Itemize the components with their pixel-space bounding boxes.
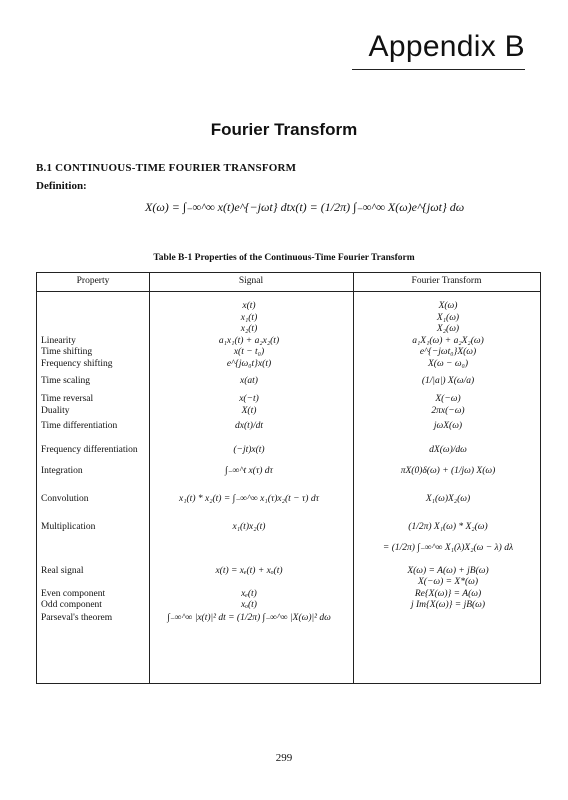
- appendix-title: Appendix B: [368, 30, 525, 63]
- row-transform: X(ω − ω₀): [427, 359, 468, 369]
- properties-table: [36, 272, 541, 684]
- row-transform: X(ω) = A(ω) + jB(ω): [407, 566, 489, 576]
- row-transform: jωX(ω): [433, 421, 463, 431]
- row-property: Odd component: [41, 600, 102, 610]
- header-property: Property: [76, 276, 110, 286]
- row-property: Time scaling: [41, 376, 90, 386]
- row-property: Real signal: [41, 566, 84, 576]
- row-property: Integration: [41, 466, 83, 476]
- row-transform: dX(ω)/dω: [429, 445, 467, 455]
- row-signal: x(−t): [239, 394, 259, 404]
- row-signal: x₁(t) * x₂(t) = ∫₋∞^∞ x₁(τ)x₂(t − τ) dτ: [179, 494, 319, 504]
- row-signal: x₂(t): [240, 324, 258, 334]
- row-signal: x(at): [240, 376, 258, 386]
- row-transform: a₁X₁(ω) + a₂X₂(ω): [412, 336, 484, 346]
- row-transform: πX(0)δ(ω) + (1/jω) X(ω): [400, 466, 496, 476]
- row-signal: e^{jω₀t}x(t): [226, 359, 272, 369]
- row-signal: x₁(t)x₂(t): [232, 522, 266, 532]
- row-transform: 2πx(−ω): [431, 406, 465, 416]
- row-signal: x(t − t₀): [233, 347, 265, 357]
- section-heading: B.1 CONTINUOUS-TIME FOURIER TRANSFORM: [36, 162, 297, 174]
- row-signal: xₒ(t): [241, 600, 257, 610]
- row-signal: x(t) = xₑ(t) + xₒ(t): [215, 566, 283, 576]
- header-transform: Fourier Transform: [411, 276, 482, 286]
- row-signal: (−jt)x(t): [233, 445, 265, 455]
- formula-forward: X(ω) = ∫₋∞^∞ x(t)e^{−jωt} dt: [145, 200, 290, 214]
- row-transform: X₁(ω): [436, 313, 460, 323]
- row-property: Time differentiation: [41, 421, 118, 431]
- row-signal: ∫₋∞^t x(τ) dτ: [225, 466, 273, 476]
- row-transform: = (1/2π) ∫₋∞^∞ X₁(λ)X₂(ω − λ) dλ: [382, 543, 514, 553]
- row-property: Multiplication: [41, 522, 96, 532]
- definition-label: Definition:: [36, 180, 87, 192]
- row-signal: x₁(t): [240, 313, 258, 323]
- row-transform: (1/|a|) X(ω/a): [421, 376, 475, 386]
- row-transform: X(−ω): [435, 394, 461, 404]
- page-number: 299: [275, 752, 293, 764]
- row-signal: xₑ(t): [241, 589, 257, 599]
- header-signal: Signal: [238, 276, 264, 286]
- row-signal: a₁x₁(t) + a₂x₂(t): [218, 336, 280, 346]
- appendix-rule: [352, 69, 525, 70]
- row-signal: dx(t)/dt: [235, 421, 263, 431]
- row-property: Frequency differentiation: [41, 445, 138, 455]
- table-header: [37, 273, 540, 292]
- row-property: Time reversal: [41, 394, 94, 404]
- row-property: Linearity: [41, 336, 76, 346]
- row-transform: j Im{X(ω)} = jB(ω): [410, 600, 486, 610]
- column-divider-2: [353, 273, 354, 683]
- row-property: Time shifting: [41, 347, 93, 357]
- row-signal: X(t): [241, 406, 257, 416]
- row-property: Even component: [41, 589, 106, 599]
- row-signal: x(t): [242, 301, 256, 311]
- row-property: Convolution: [41, 494, 89, 504]
- row-transform: X(−ω) = X*(ω): [418, 577, 478, 587]
- table-caption: Table B-1 Properties of the Continuous-Time Fourier Transform: [153, 253, 415, 263]
- row-property: Duality: [41, 406, 70, 416]
- row-transform: X₁(ω)X₂(ω): [425, 494, 471, 504]
- row-transform: X(ω): [438, 301, 458, 311]
- chapter-title: Fourier Transform: [210, 120, 358, 139]
- row-signal: ∫₋∞^∞ |x(t)|² dt = (1/2π) ∫₋∞^∞ |X(ω)|² dω: [167, 613, 331, 623]
- row-transform: Re{X(ω)} = A(ω): [414, 589, 482, 599]
- row-transform: e^{−jωt₀}X(ω): [419, 347, 477, 357]
- row-transform: (1/2π) X₁(ω) * X₂(ω): [408, 522, 488, 532]
- row-property: Parseval's theorem: [41, 613, 113, 623]
- row-property: Frequency shifting: [41, 359, 113, 369]
- row-transform: X₂(ω): [436, 324, 460, 334]
- formula-inverse: x(t) = (1/2π) ∫₋∞^∞ X(ω)e^{jωt} dω: [290, 200, 465, 214]
